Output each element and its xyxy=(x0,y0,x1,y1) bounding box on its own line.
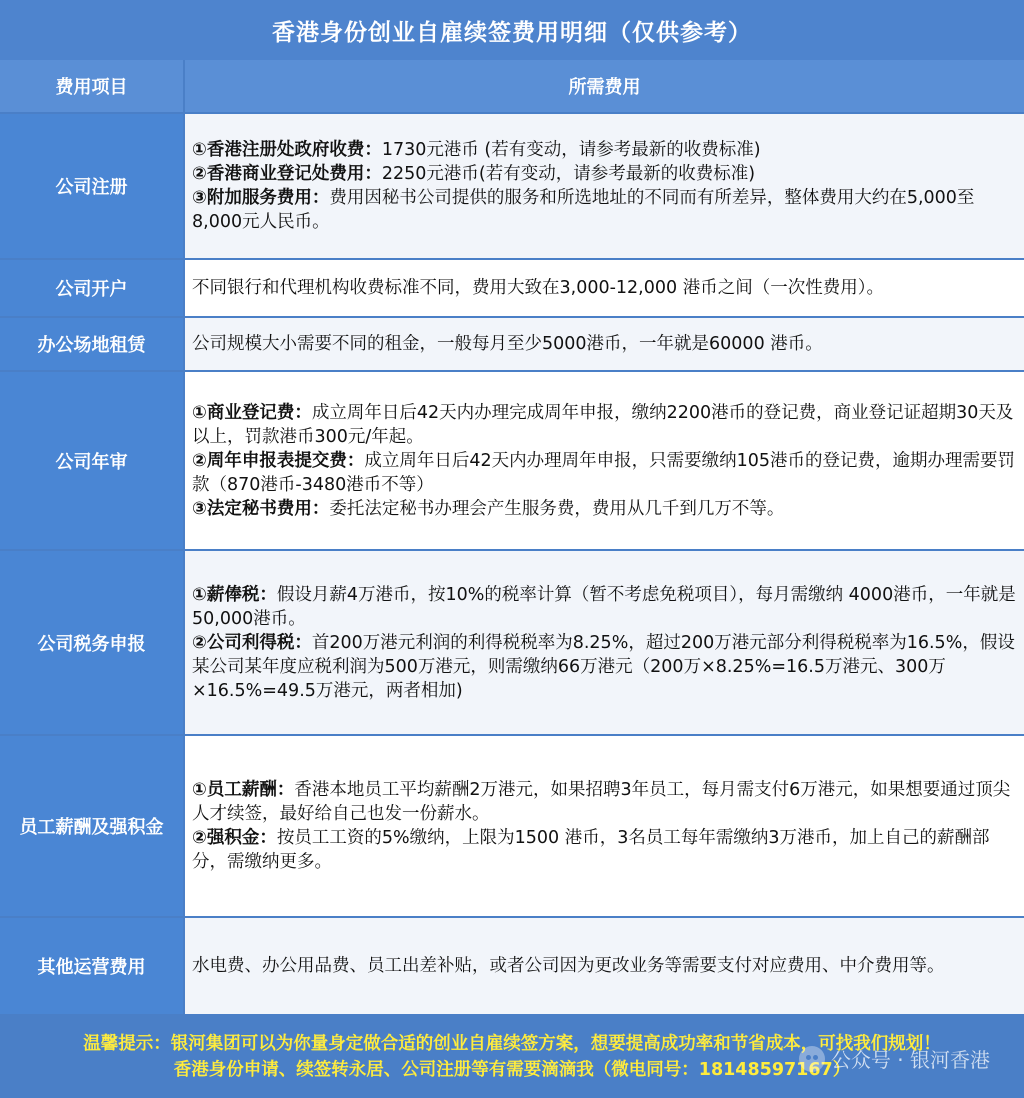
footer-tip-line2: 香港身份申请、续签转永居、公司注册等有需要滴滴我（微电同号：18148597167） xyxy=(173,1060,851,1080)
fee-item: ①薪俸税：假设月薪4万港币，按10%的税率计算（暂不考虑免税项目），每月需缴纳 4000港币，一年就是50,000港币。 xyxy=(192,584,1016,629)
table-row xyxy=(0,736,1024,916)
table-row xyxy=(0,372,1024,549)
fee-detail xyxy=(185,114,1024,258)
table-row xyxy=(0,318,1024,370)
fee-item: ②强积金：按员工工资的5%缴纳，上限为1500 港币，3名员工每年需缴纳3万港币，加上自己的薪酬部分，需缴纳更多。 xyxy=(192,828,990,872)
footer-tip-line1: 温馨提示：银河集团可以为你量身定做合适的创业自雇续签方案，想要提高成功率和节省成本，可找我们规划！ xyxy=(83,1034,941,1054)
table-row xyxy=(0,260,1024,316)
fee-detail xyxy=(185,372,1024,549)
category-office-rental: 办公场地租赁 xyxy=(0,318,183,370)
fee-detail: 水电费、办公用品费、员工出差补贴，或者公司因为更改业务等需要支付对应费用、中介费用等。 xyxy=(185,918,1024,1014)
wechat-icon xyxy=(799,1046,825,1072)
fee-item: ①员工薪酬：香港本地员工平均薪酬2万港元，如果招聘3年员工，每月需支付6万港元，如果想要通过顶尖人才续签，最好给自己也发一份薪水。 xyxy=(192,780,1011,824)
category-staff-salary-mpf: 员工薪酬及强积金 xyxy=(0,736,183,916)
category-other-operating: 其他运营费用 xyxy=(0,918,183,1014)
fee-item: ②香港商业登记处费用：2250元港币(若有变动，请参考最新的收费标准) xyxy=(192,164,756,184)
table-row xyxy=(0,551,1024,734)
fee-detail: 不同银行和代理机构收费标准不同，费用大致在3,000-12,000 港币之间（一次性费用）。 xyxy=(185,260,1024,316)
fee-item: ②周年申报表提交费：成立周年日后42天内办理周年申报，只需要缴纳105港币的登记费，逾期办理需要罚款（870港币-3480港币不等） xyxy=(192,450,1015,495)
fee-item: ③法定秘书费用：委托法定秘书办理会产生服务费，费用从几千到几万不等。 xyxy=(192,498,785,519)
watermark-text: 公众号 · 银河香港 xyxy=(830,1048,990,1072)
fee-item: ③附加服务费用：费用因秘书公司提供的服务和所选地址的不同而有所差异，整体费用大约在5,000至8,000元人民币。 xyxy=(192,188,975,232)
category-tax-filing: 公司税务申报 xyxy=(0,551,183,734)
category-annual-review: 公司年审 xyxy=(0,372,183,549)
table-row xyxy=(0,114,1024,258)
category-bank-account: 公司开户 xyxy=(0,260,183,316)
wechat-watermark xyxy=(799,1044,990,1073)
fee-detail xyxy=(185,736,1024,916)
table-header xyxy=(0,60,1024,112)
fee-item: ②公司利得税：首200万港元利润的利得税税率为8.25%，超过200万港元部分利得税税率为16.5%，假设某公司某年度应税利润为500万港元，则需缴纳66万港元（200万×8.25%=16.5万港元、300万×16.5%=49.5万港元，两者相加) xyxy=(192,632,1015,701)
fee-item: ①香港注册处政府收费：1730元港币 (若有变动，请参考最新的收费标准) xyxy=(192,140,761,160)
fee-detail: 公司规模大小需要不同的租金，一般每月至少5000港币，一年就是60000 港币。 xyxy=(185,318,1024,370)
fee-detail xyxy=(185,551,1024,734)
fee-item: ①商业登记费：成立周年日后42天内办理完成周年申报，缴纳2200港币的登记费，商业登记证超期30天及以上，罚款港币300元/年起。 xyxy=(192,402,1014,447)
header-fee-item: 费用项目 xyxy=(0,60,183,112)
table-row xyxy=(0,918,1024,1014)
category-company-registration: 公司注册 xyxy=(0,114,183,258)
page-title: 香港身份创业自雇续签费用明细（仅供参考） xyxy=(0,0,1024,60)
header-required-fee: 所需费用 xyxy=(185,60,1024,112)
